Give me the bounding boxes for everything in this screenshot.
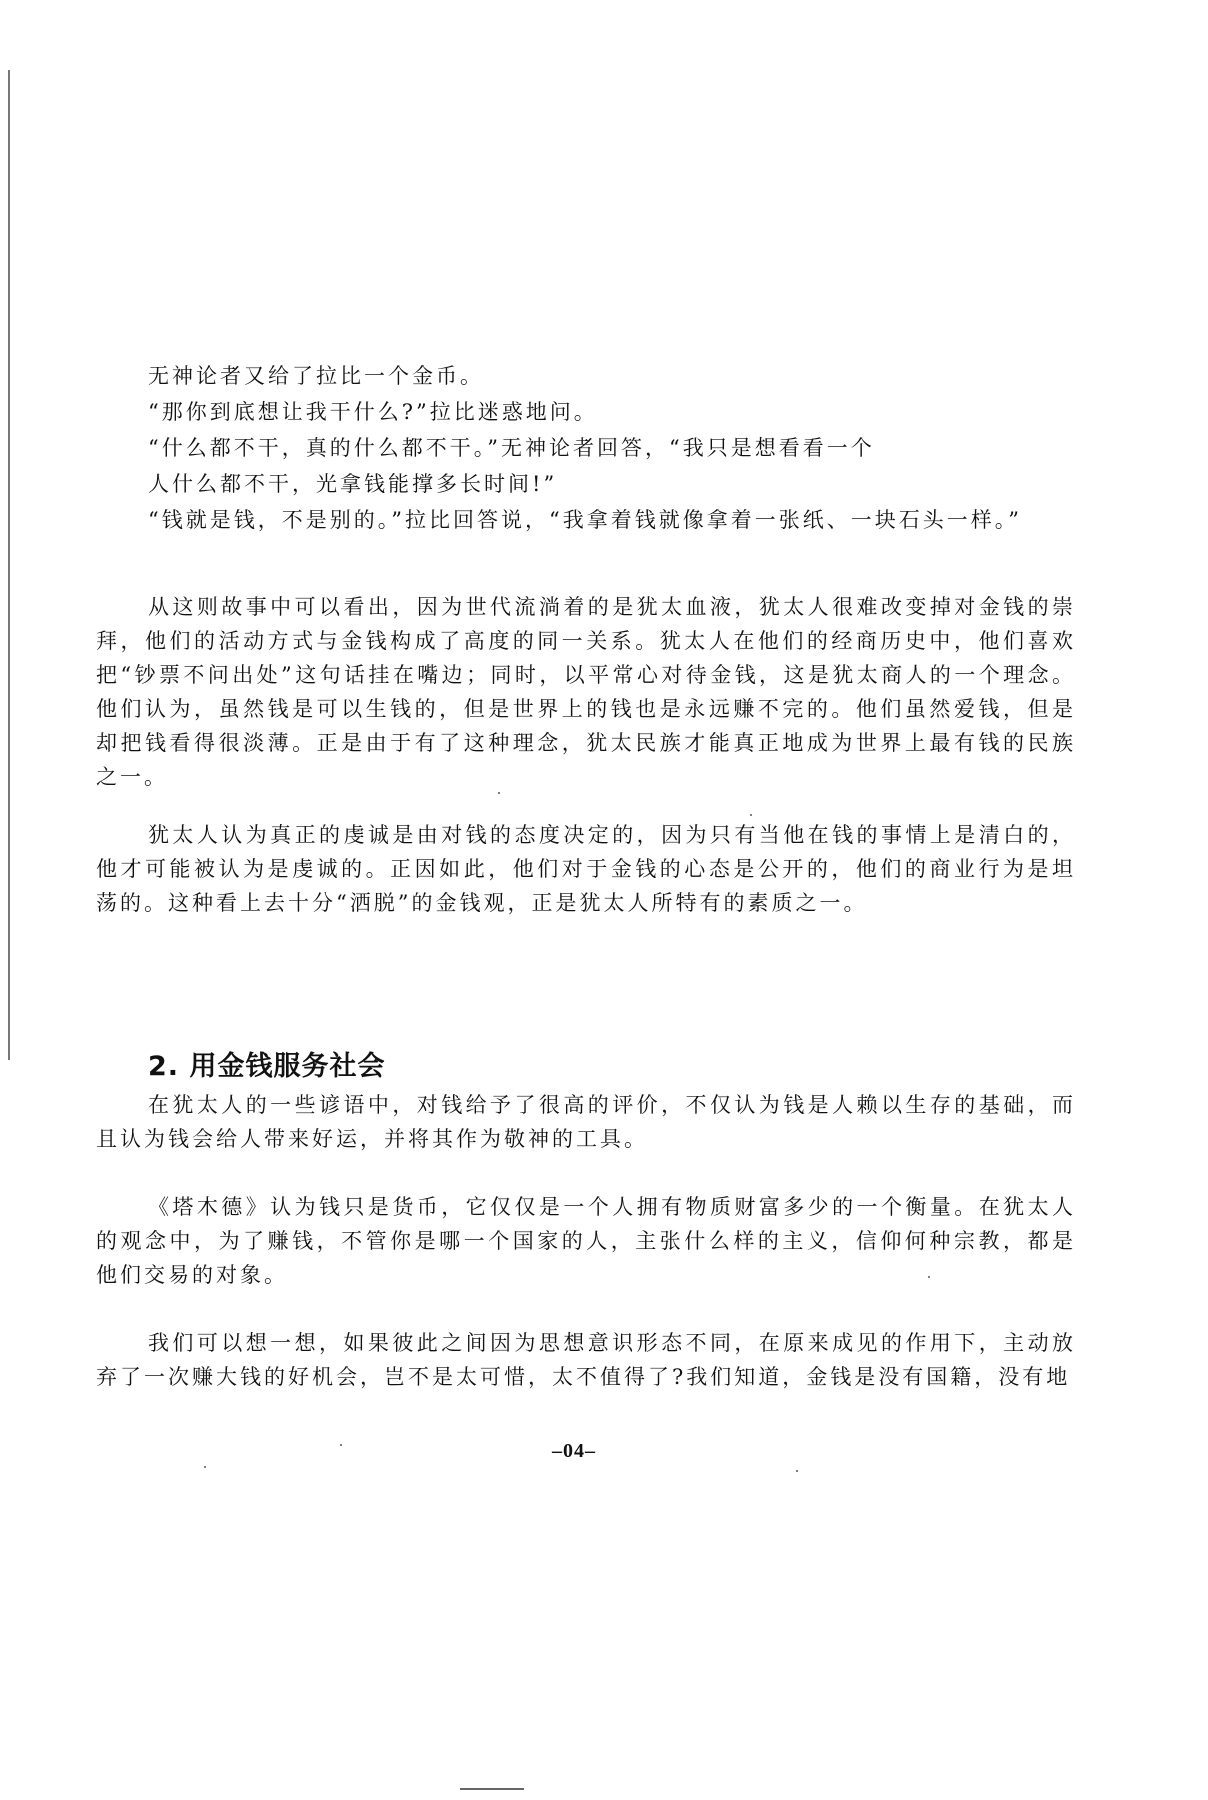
dialogue-line: “什么都不干，真的什么都不干。”无神论者回答，“我只是想看看一个: [148, 436, 875, 460]
dialogue-line: “钱就是钱，不是别的。”拉比回答说，“我拿着钱就像拿着一张纸、一块石头一样。”: [148, 508, 1022, 532]
scan-speck: [750, 814, 752, 816]
dialogue-line: 无神论者又给了拉比一个金币。: [148, 364, 484, 388]
dialogue-line: “那你到底想让我干什么?”拉比迷惑地问。: [148, 400, 598, 424]
dialogue-block: [96, 358, 1076, 538]
scan-edge-mark: [460, 1788, 524, 1790]
body-paragraph: 我们可以想一想，如果彼此之间因为思想意识形态不同，在原来成见的作用下，主动放弃了一次赚大钱的好机会，岂不是太可惜，太不值得了?我们知道，金钱是没有国籍，没有地: [96, 1331, 1076, 1389]
scan-speck: [204, 1466, 206, 1468]
binding-edge-line: [8, 70, 10, 1060]
page-number: –04–: [552, 1440, 596, 1462]
scan-speck: [796, 1470, 798, 1472]
dialogue-line: 人什么都不干，光拿钱能撑多长时间!”: [148, 472, 558, 496]
body-paragraph: 在犹太人的一些谚语中，对钱给予了很高的评价，不仅认为钱是人赖以生存的基础，而且认为钱会给人带来好运，并将其作为敬神的工具。: [96, 1093, 1076, 1151]
scan-speck: [340, 1444, 342, 1446]
scan-speck: [928, 1276, 930, 1278]
body-paragraph: 《塔木德》认为钱只是货币，它仅仅是一个人拥有物质财富多少的一个衡量。在犹太人的观念中，为了赚钱，不管你是哪一个国家的人，主张什么样的主义，信仰何种宗教，都是他们交易的对象。: [96, 1195, 1076, 1287]
scan-speck: [498, 792, 500, 794]
section-heading: 2. 用金钱服务社会: [148, 1051, 386, 1082]
body-paragraph: 从这则故事中可以看出，因为世代流淌着的是犹太血液，犹太人很难改变掉对金钱的崇拜，他们的活动方式与金钱构成了高度的同一关系。犹太人在他们的经商历史中，他们喜欢把“钞票不问出处”这句话挂在嘴边；同时，以平常心对待金钱，这是犹太商人的一个理念。他们认为，虽然钱是可以生钱的，但是世界上的钱也是永远赚不完的。他们虽然爱钱，但是却把钱看得很淡薄。正是由于有了这种理念，犹太民族才能真正地成为世界上最有钱的民族之一。: [96, 595, 1076, 789]
body-paragraph: 犹太人认为真正的虔诚是由对钱的态度决定的，因为只有当他在钱的事情上是清白的，他才可能被认为是虔诚的。正因如此，他们对于金钱的心态是公开的，他们的商业行为是坦荡的。这种看上去十分“洒脱”的金钱观，正是犹太人所特有的素质之一。: [96, 823, 1076, 915]
